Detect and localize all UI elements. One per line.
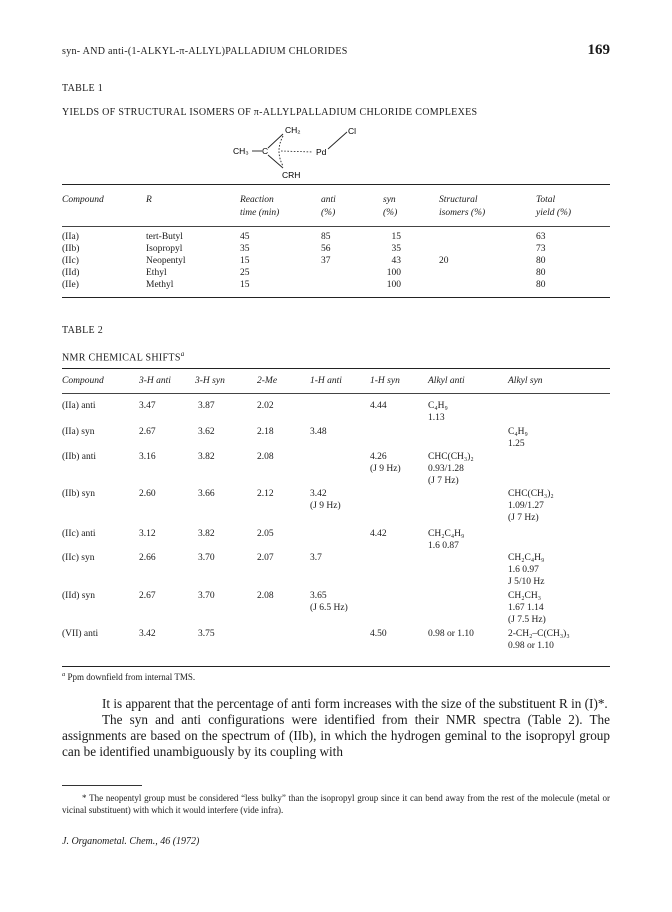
t2-compound: (IIb) anti <box>62 452 97 462</box>
t1-header-isomers: isomers (%) <box>439 208 486 218</box>
t2-header-alkyl-anti: Alkyl anti <box>428 376 465 386</box>
t2-alkyl-anti: 0.98 or 1.10 <box>428 629 474 639</box>
t2-1h-anti: 3.48 <box>310 427 327 437</box>
t2-compound: (IIc) anti <box>62 529 96 539</box>
t2-header-3h-anti: 3-H anti <box>139 376 171 386</box>
t2-alkyl-anti: 0.93/1.28 <box>428 464 464 474</box>
t2-1h-syn: 4.44 <box>370 401 387 411</box>
table2-top-rule <box>62 368 610 369</box>
t2-alkyl-syn: (J 7 Hz) <box>508 513 539 523</box>
t2-alkyl-anti: 1.6 0.87 <box>428 541 459 551</box>
t1-r: Ethyl <box>146 268 167 278</box>
footnote-star-text: The neopentyl group must be considered “less bulky” than the isopropyl group since it can bend away from the rest of the molecule (metal or vicinal substituent) with which it would interfere (vide infra). <box>62 793 610 815</box>
t1-total: 73 <box>536 244 546 254</box>
table2-caption-text: NMR CHEMICAL SHIFTS <box>62 352 181 364</box>
table1-header-rule <box>62 226 610 227</box>
t2-compound: (IIa) anti <box>62 401 96 411</box>
table2-bottom-rule <box>62 666 610 667</box>
body-p2: The syn and anti configurations were identified from their NMR spectra (Table 2). The assignments are based on the spectrum of (IIb), in which the hydrogen geminal to the isopropyl group can be identified unambiguously by its coupling with <box>62 712 610 759</box>
footnote-star-mark: * <box>82 793 87 803</box>
journal-reference: J. Organometal. Chem., 46 (1972) <box>62 836 200 847</box>
t1-header-yield: yield (%) <box>536 208 572 218</box>
t2-3h-syn: 3.66 <box>198 489 215 499</box>
t2-alkyl-syn: C₄H₉ <box>508 427 528 437</box>
t1-syn: 100 <box>386 268 401 278</box>
t1-syn: 35 <box>391 244 401 254</box>
t2-compound: (IIb) syn <box>62 489 95 499</box>
footnote-rule <box>62 785 142 786</box>
table-row <box>62 232 610 244</box>
t1-anti: 56 <box>321 244 331 254</box>
t2-alkyl-syn: J 5/10 Hz <box>508 577 545 587</box>
table1-caption: YIELDS OF STRUCTURAL ISOMERS OF π-ALLYLPALLADIUM CHLORIDE COMPLEXES <box>62 107 478 118</box>
t2-1h-anti-j: (J 6.5 Hz) <box>310 603 348 613</box>
t2-header-1h-syn: 1-H syn <box>370 376 400 386</box>
t1-compound: (IIe) <box>62 280 79 290</box>
t2-1h-syn: 4.26 <box>370 452 387 462</box>
table-row <box>62 256 610 268</box>
pd-label: Pd <box>316 147 327 157</box>
t1-time: 15 <box>240 280 250 290</box>
t2-alkyl-syn: CH₂CH₃ <box>508 591 542 601</box>
t1-time: 45 <box>240 232 250 242</box>
t1-header-time: time (min) <box>240 208 280 218</box>
t1-header-compound: Compound <box>62 195 104 205</box>
t1-structural: 20 <box>439 256 449 266</box>
t2-3h-anti: 3.47 <box>139 401 156 411</box>
t2-2me: 2.08 <box>257 452 274 462</box>
t2-3h-anti: 2.67 <box>139 591 156 601</box>
t2-alkyl-syn: 1.67 1.14 <box>508 603 544 613</box>
table1-label: TABLE 1 <box>62 83 104 94</box>
c-label: C <box>262 146 269 156</box>
t1-header-reaction: Reaction <box>240 195 274 205</box>
table1-body <box>62 232 610 292</box>
t1-syn: 43 <box>391 256 401 266</box>
t2-alkyl-anti: CH₂C₄H₉ <box>428 529 465 539</box>
t2-3h-syn: 3.62 <box>198 427 215 437</box>
t1-header-syn: syn <box>383 195 396 205</box>
table1-bottom-rule <box>62 297 610 298</box>
t2-2me: 2.02 <box>257 401 274 411</box>
t2-3h-anti: 2.60 <box>139 489 156 499</box>
t2-alkyl-anti: 1.13 <box>428 413 445 423</box>
t2-header-alkyl-syn: Alkyl syn <box>508 376 543 386</box>
t1-time: 15 <box>240 256 250 266</box>
t2-header-3h-syn: 3-H syn <box>195 376 225 386</box>
t2-3h-syn: 3.82 <box>198 452 215 462</box>
t2-alkyl-anti: CHC(CH₃)₂ <box>428 452 474 462</box>
t1-syn: 15 <box>391 232 401 242</box>
t2-header-compound: Compound <box>62 376 104 386</box>
t1-time: 25 <box>240 268 250 278</box>
t1-r: tert-Butyl <box>146 232 183 242</box>
t2-alkyl-syn: 0.98 or 1.10 <box>508 641 554 651</box>
page-number: 169 <box>587 42 610 58</box>
t2-1h-anti-j: (J 9 Hz) <box>310 501 341 511</box>
t1-r: Methyl <box>146 280 174 290</box>
t1-header-r: R <box>146 195 152 205</box>
t2-alkyl-syn: 1.6 0.97 <box>508 565 539 575</box>
t2-1h-anti: 3.7 <box>310 553 322 563</box>
t1-anti: 37 <box>321 256 331 266</box>
table2-footnote-text: Ppm downfield from internal TMS. <box>67 672 196 682</box>
t1-syn: 100 <box>386 280 401 290</box>
body-p1: It is apparent that the percentage of anti form increases with the size of the substituent R in (I)*. <box>102 696 608 711</box>
t1-r: Isopropyl <box>146 244 183 254</box>
t2-alkyl-syn: CH₂C₄H₉ <box>508 553 545 563</box>
t1-time: 35 <box>240 244 250 254</box>
t1-total: 80 <box>536 280 546 290</box>
ch3-label: CH₃ <box>233 146 249 156</box>
t2-alkyl-syn: 1.09/1.27 <box>508 501 544 511</box>
table2-footnote <box>62 671 195 682</box>
t2-1h-anti: 3.42 <box>310 489 327 499</box>
t1-anti: 85 <box>321 232 331 242</box>
t2-2me: 2.12 <box>257 489 274 499</box>
t2-header-2me: 2-Me <box>257 376 278 386</box>
t2-alkyl-syn: 2-CH₂–C(CH₃)₃ <box>508 629 570 639</box>
table2-header-rule <box>62 393 610 394</box>
table2-caption <box>62 350 185 363</box>
table-row <box>62 280 610 292</box>
table2-caption-mark: a <box>180 350 185 358</box>
t2-3h-syn: 3.75 <box>198 629 215 639</box>
t2-1h-syn: 4.50 <box>370 629 387 639</box>
table2-label: TABLE 2 <box>62 325 104 336</box>
t2-3h-anti: 2.66 <box>139 553 156 563</box>
t1-r: Neopentyl <box>146 256 186 266</box>
t2-alkyl-syn: (J 7.5 Hz) <box>508 615 546 625</box>
t1-compound: (IIc) <box>62 256 79 266</box>
t2-3h-anti: 3.12 <box>139 529 156 539</box>
t2-alkyl-syn: 1.25 <box>508 439 525 449</box>
t1-total: 63 <box>536 232 546 242</box>
t1-header-syn-pct: (%) <box>383 208 398 218</box>
t2-compound: (IIa) syn <box>62 427 95 437</box>
table-row <box>62 244 610 256</box>
table2-footnote-mark: a <box>62 671 66 678</box>
t2-compound: (VII) anti <box>62 629 99 639</box>
t2-3h-syn: 3.82 <box>198 529 215 539</box>
t2-alkyl-anti: C₄H₉ <box>428 401 448 411</box>
t2-3h-syn: 3.70 <box>198 553 215 563</box>
cl-label: Cl <box>348 126 357 136</box>
body-paragraph-2 <box>62 712 610 760</box>
t2-compound: (IIc) syn <box>62 553 95 563</box>
t2-2me: 2.05 <box>257 529 274 539</box>
t2-3h-syn: 3.87 <box>198 401 215 411</box>
allylpalladium-structure <box>225 122 375 184</box>
running-title: syn- AND anti-(1-ALKYL-π-ALLYL)PALLADIUM CHLORIDES <box>62 46 348 57</box>
page-footnote <box>62 792 610 816</box>
t2-2me: 2.07 <box>257 553 274 563</box>
t2-3h-anti: 3.42 <box>139 629 156 639</box>
t1-total: 80 <box>536 268 546 278</box>
t2-1h-syn-j: (J 9 Hz) <box>370 464 401 474</box>
t2-1h-syn: 4.42 <box>370 529 387 539</box>
body-paragraph-1 <box>62 696 610 712</box>
t1-compound: (IId) <box>62 268 80 278</box>
t1-header-anti: anti <box>321 195 336 205</box>
t2-3h-anti: 2.67 <box>139 427 156 437</box>
running-head <box>62 42 610 60</box>
table-row <box>62 268 610 280</box>
t1-total: 80 <box>536 256 546 266</box>
t2-2me: 2.08 <box>257 591 274 601</box>
t1-header-anti-pct: (%) <box>321 208 336 218</box>
t2-header-1h-anti: 1-H anti <box>310 376 342 386</box>
t2-3h-syn: 3.70 <box>198 591 215 601</box>
crh-label: CRH <box>282 170 301 180</box>
body-text <box>62 696 610 760</box>
t1-compound: (IIa) <box>62 232 79 242</box>
t2-2me: 2.18 <box>257 427 274 437</box>
t2-compound: (IId) syn <box>62 591 95 601</box>
t2-alkyl-syn: CHC(CH₃)₂ <box>508 489 554 499</box>
t2-alkyl-anti: (J 7 Hz) <box>428 476 459 486</box>
table1-top-rule <box>62 184 610 185</box>
t1-header-total: Total <box>536 195 556 205</box>
t2-1h-anti: 3.65 <box>310 591 327 601</box>
ch2-label: CH₂ <box>285 125 301 135</box>
t2-3h-anti: 3.16 <box>139 452 156 462</box>
t1-compound: (IIb) <box>62 244 80 254</box>
t1-header-structural: Structural <box>439 195 478 205</box>
